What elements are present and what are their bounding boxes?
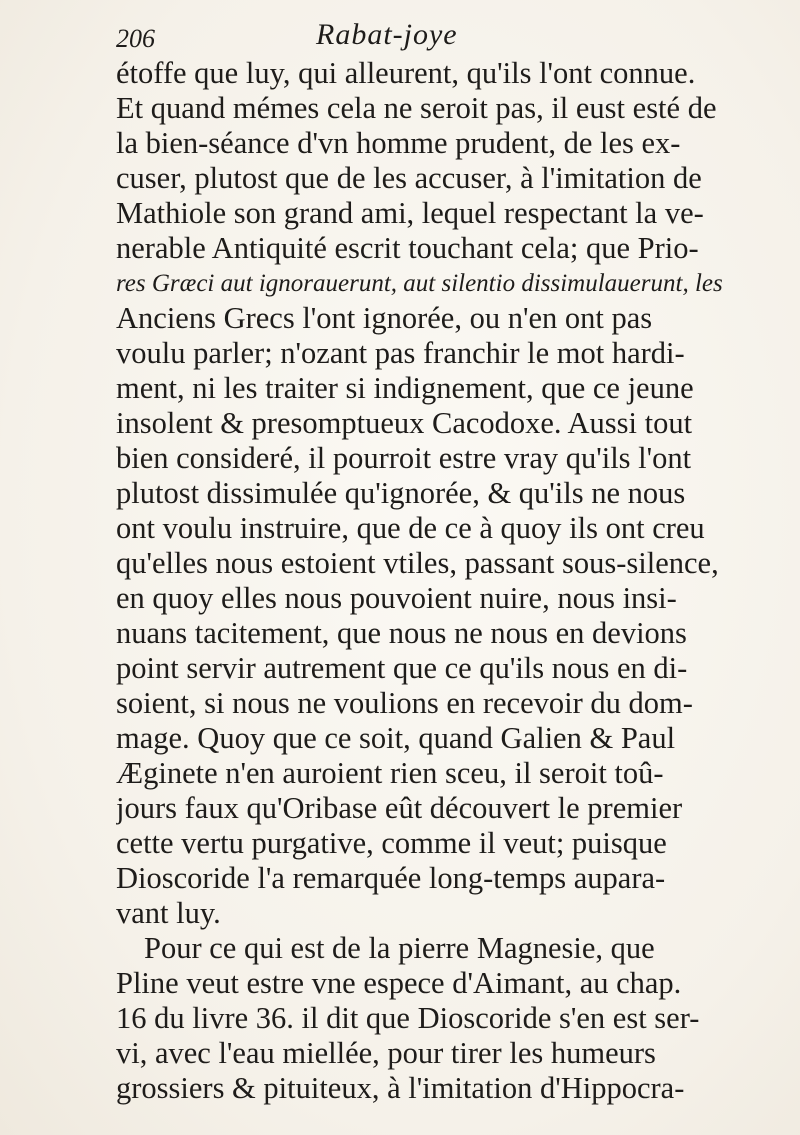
page-number: 206 <box>116 24 155 53</box>
text-line: la bien-séance d'vn homme prudent, de les ex- <box>116 126 681 160</box>
text-line: Æginete n'en auroient rien sceu, il seroit toû- <box>116 756 664 790</box>
text-line: mage. Quoy que ce soit, quand Galien & Paul <box>116 721 676 755</box>
text-line: qu'elles nous estoient vtiles, passant sous-silence, <box>116 546 719 580</box>
text-line: vant luy. <box>116 896 221 930</box>
page-header <box>116 18 776 58</box>
text-line: Et quand mémes cela ne seroit pas, il eust esté de <box>116 91 717 125</box>
text-line: nerable Antiquité escrit touchant cela; que Prio- <box>116 231 699 265</box>
latin-quote-line: res Græci aut ignorauerunt, aut silentio dissimulauerunt, les <box>116 270 723 297</box>
text-line: 16 du livre 36. il dit que Dioscoride s'en est ser- <box>116 1001 700 1035</box>
text-line: insolent & presomptueux Cacodoxe. Aussi tout <box>116 406 693 440</box>
text-line: cette vertu purgative, comme il veut; puisque <box>116 826 667 860</box>
text-line: en quoy elles nous pouvoient nuire, nous insi- <box>116 581 677 615</box>
body-text <box>116 56 796 1106</box>
text-line: nuans tacitement, que nous ne nous en devions <box>116 616 687 650</box>
text-line: voulu parler; n'ozant pas franchir le mot hardi- <box>116 336 685 370</box>
text-line: point servir autrement que ce qu'ils nous en di- <box>116 651 688 685</box>
text-line: jours faux qu'Oribase eût découvert le premier <box>116 791 683 825</box>
text-line: plutost dissimulée qu'ignorée, & qu'ils ne nous <box>116 476 686 510</box>
text-line: cuser, plutost que de les accuser, à l'imitation de <box>116 161 702 195</box>
text-line: Pline veut estre vne espece d'Aimant, au chap. <box>116 966 682 1000</box>
text-line: ont voulu instruire, que de ce à quoy ils ont creu <box>116 511 705 545</box>
text-line: Mathiole son grand ami, lequel respectant la ve- <box>116 196 704 230</box>
text-line: étoffe que luy, qui alleurent, qu'ils l'ont connue. <box>116 56 696 90</box>
text-line: grossiers & pituiteux, à l'imitation d'Hippocra- <box>116 1071 685 1105</box>
paragraph-start-line: Pour ce qui est de la pierre Magnesie, que <box>144 931 655 965</box>
text-line: vi, avec l'eau miellée, pour tirer les humeurs <box>116 1036 656 1070</box>
text-line: soient, si nous ne voulions en recevoir du dom- <box>116 686 693 720</box>
text-line: ment, ni les traiter si indignement, que ce jeune <box>116 371 694 405</box>
text-line: Anciens Grecs l'ont ignorée, ou n'en ont pas <box>116 301 653 335</box>
running-title: Rabat-joye <box>316 18 458 51</box>
text-line: bien consideré, il pourroit estre vray qu'ils l'ont <box>116 441 692 475</box>
text-line: Dioscoride l'a remarquée long-temps aupara- <box>116 861 666 895</box>
